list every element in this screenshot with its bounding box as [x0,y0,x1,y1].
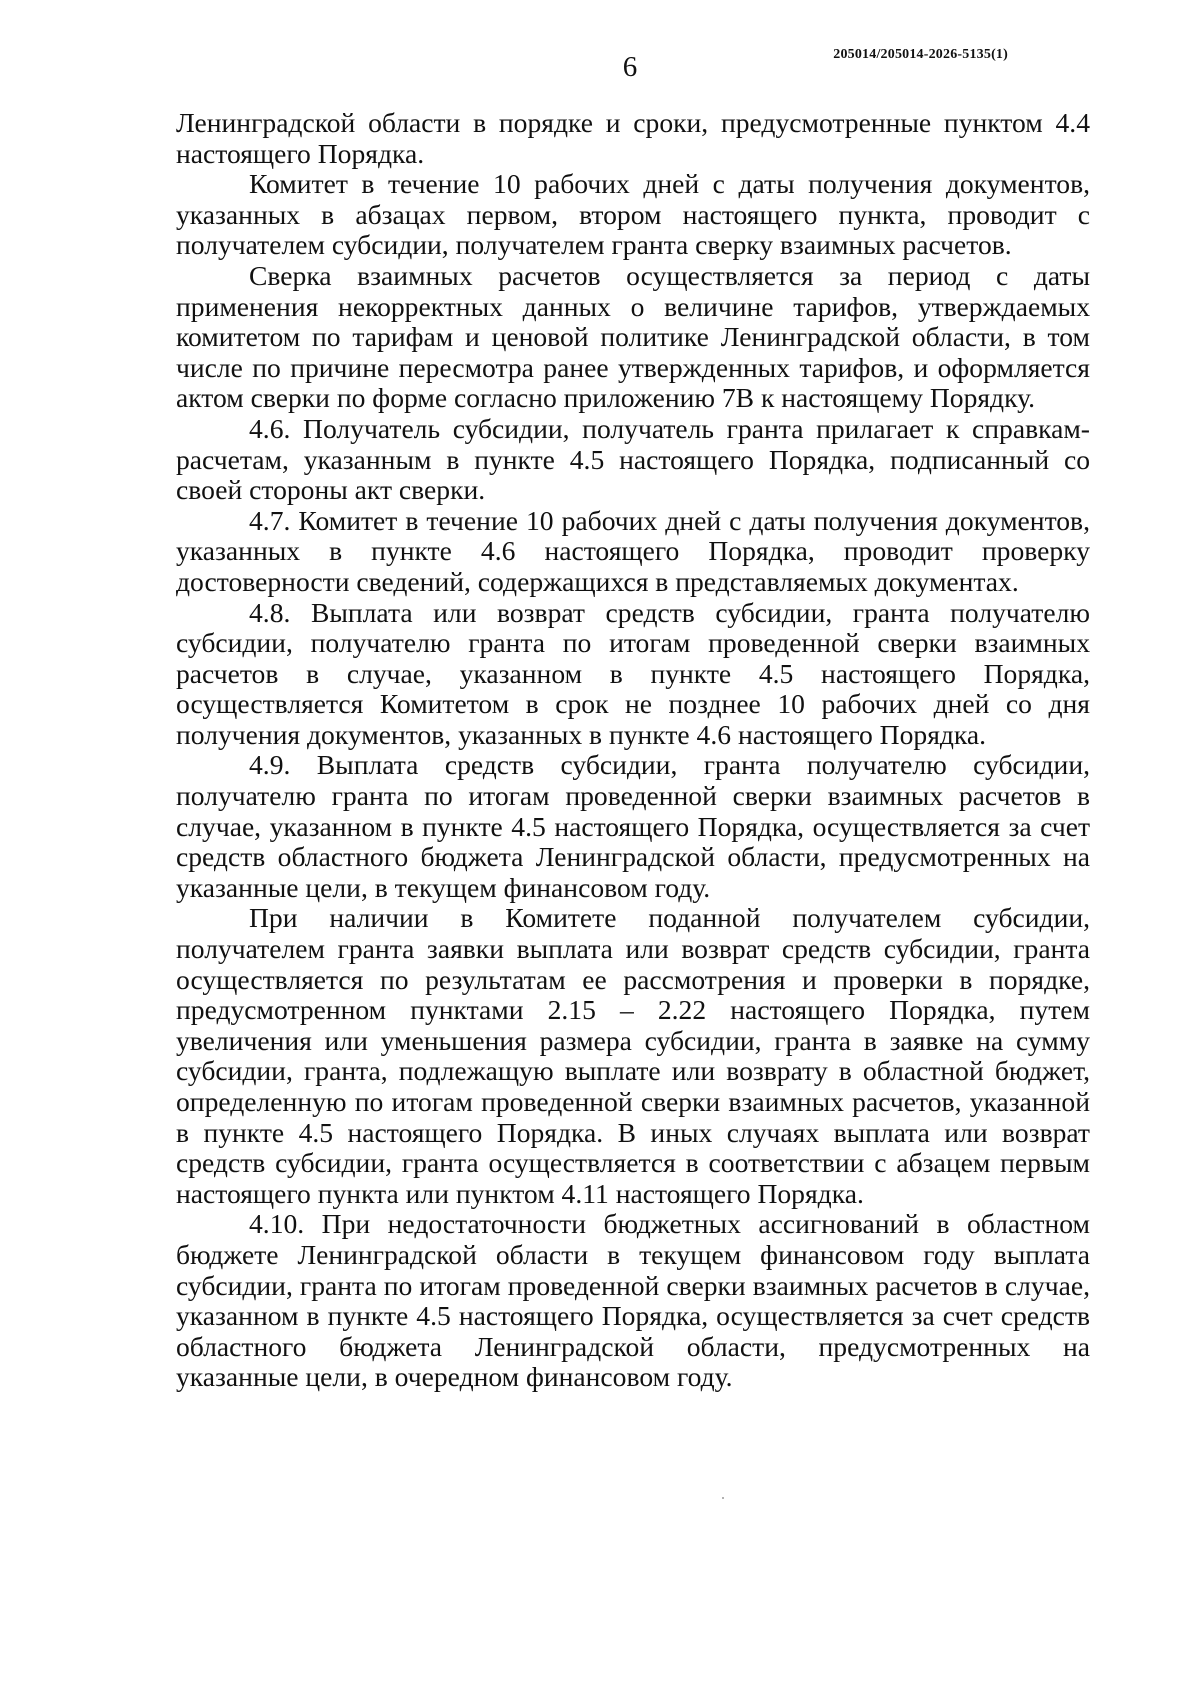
paragraph-4-10: 4.10. При недостаточности бюджетных ассигнований в областном бюджете Ленинградской области в текущем финансовом году выплата субсидии, гранта по итогам проведенной сверки взаимных расчетов в случае, указанном в пункте 4.5 настоящего Порядка, осуществляется за счет средств областного бюджета Ленинградской области, предусмотренных на указанные цели, в очередном финансовом году. [176,1208,1090,1393]
paragraph-reconciliation-period: Сверка взаимных расчетов осуществляется за период с даты применения некорректных данных о величине тарифов, утверждаемых комитетом по тарифам и ценовой политике Ленинградской области, в том числе по причине пересмотра ранее утвержденных тарифов, и оформляется актом сверки по форме согласно приложению 7В к настоящему Порядку. [176,259,1090,414]
paragraph-4-7: 4.7. Комитет в течение 10 рабочих дней с даты получения документов, указанных в пункте 4.6 настоящего Порядка, проводит проверку достоверности сведений, содержащихся в представляемых документах. [176,504,1090,597]
paragraph-reconciliation-timing: Комитет в течение 10 рабочих дней с даты получения документов, указанных в абзацах первом, втором настоящего пункта, проводит с получателем субсидии, получателем гранта сверку взаимных расчетов. [176,168,1090,261]
document-body [176,108,1090,1393]
paragraph-4-9: 4.9. Выплата средств субсидии, гранта получателю субсидии, получателю гранта по итогам проведенной сверки взаимных расчетов в случае, указанном в пункте 4.5 настоящего Порядка, осуществляется за счет средств областного бюджета Ленинградской области, предусмотренных на указанные цели, в текущем финансовом году. [176,749,1090,903]
paragraph-application-payment: При наличии в Комитете поданной получателем субсидии, получателем гранта заявки выплата или возврат средств субсидии, гранта осуществляется по результатам ее рассмотрения и проверки в порядке, предусмотренном пунктами 2.15 – 2.22 настоящего Порядка, путем увеличения или уменьшения размера субсидии, гранта в заявке на сумму субсидии, гранта, подлежащую выплате или возврату в областной бюджет, определенную по итогам проведенной сверки взаимных расчетов, указанной в пункте 4.5 настоящего Порядка. В иных случаях выплата или возврат средств субсидии, гранта осуществляется в соответствии с абзацем первым настоящего пункта или пунктом 4.11 настоящего Порядка. [176,902,1090,1209]
paragraph-4-8: 4.8. Выплата или возврат средств субсидии, гранта получателю субсидии, получателю гранта по итогам проведенной сверки взаимных расчетов в случае, указанном в пункте 4.5 настоящего Порядка, осуществляется Комитетом в срок не позднее 10 рабочих дней со дня получения документов, указанных в пункте 4.6 настоящего Порядка. [176,596,1090,750]
scan-speck [722,1497,724,1499]
paragraph-continuation: Ленинградской области в порядке и сроки, предусмотренные пунктом 4.4 настоящего Порядка. [176,107,1090,169]
page-number: 6 [622,51,638,83]
document-id: 205014/205014-2026-5135(1) [833,47,1008,62]
paragraph-4-6: 4.6. Получатель субсидии, получатель гранта прилагает к справкам-расчетам, указанным в пункте 4.5 настоящего Порядка, подписанный со своей стороны акт сверки. [176,412,1090,506]
